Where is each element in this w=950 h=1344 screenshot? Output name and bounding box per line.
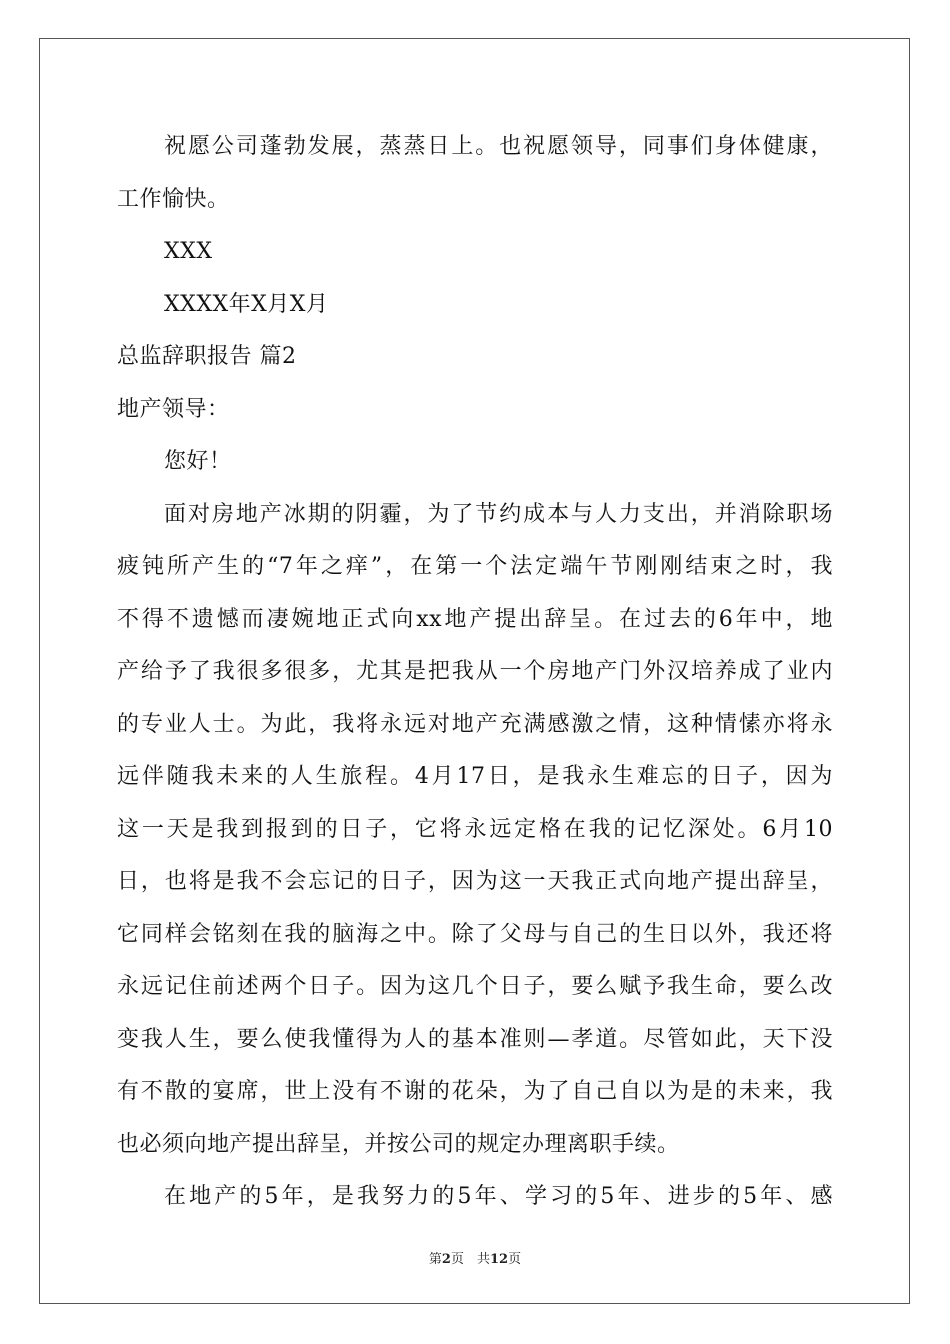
footer-prefix: 第	[428, 1252, 442, 1267]
text-line: 总监辞职报告 篇2	[117, 344, 297, 369]
footer-total-pages: 12	[489, 1252, 509, 1267]
text-line: 产给予了我很多很多，尤其是把我从一个房地产门外汉培养成了业内	[117, 659, 833, 684]
text-line: 这一天是我到报到的日子，它将永远定格在我的记忆深处。6月10	[117, 816, 833, 842]
text-line: 远伴随我未来的人生旅程。4月17日，是我永生难忘的日子，因为	[117, 764, 833, 789]
page-footer	[0, 1248, 950, 1267]
text-line: 在地产的5年，是我努力的5年、学习的5年、进步的5年、感	[164, 1184, 833, 1209]
text-line: 日，也将是我不会忘记的日子，因为这一天我正式向地产提出辞呈，	[117, 869, 833, 894]
footer-mid: 页 共	[450, 1252, 490, 1267]
text-line: 不得不遗憾而凄婉地正式向xx地产提出辞呈。在过去的6年中，地	[117, 606, 833, 632]
text-line: 的专业人士。为此，我将永远对地产充满感激之情，这种情愫亦将永	[117, 711, 833, 737]
text-line: 永远记住前述两个日子。因为这几个日子，要么赋予我生命，要么改	[117, 974, 833, 999]
text-line: 您好！	[164, 449, 232, 474]
text-line: XXXX年X月X月	[164, 291, 329, 317]
text-line: 疲钝所产生的“7年之痒”，在第一个法定端午节刚刚结束之时，我	[117, 554, 833, 579]
text-line: 工作愉快。	[117, 186, 230, 212]
text-line: 面对房地产冰期的阴霾，为了节约成本与人力支出，并消除职场	[164, 501, 833, 527]
footer-current-page: 2	[441, 1252, 451, 1267]
text-line: 也必须向地产提出辞呈，并按公司的规定办理离职手续。	[117, 1131, 680, 1157]
text-line: XXX	[164, 239, 213, 264]
text-line: 祝愿公司蓬勃发展，蒸蒸日上。也祝愿领导，同事们身体健康，	[164, 134, 833, 159]
text-line: 变我人生，要么使我懂得为人的基本准则—孝道。尽管如此，天下没	[117, 1026, 833, 1052]
text-line: 它同样会铭刻在我的脑海之中。除了父母与自己的生日以外，我还将	[117, 921, 833, 947]
document-body	[117, 128, 833, 1231]
text-line: 有不散的宴席，世上没有不谢的花朵，为了自己自以为是的未来，我	[117, 1079, 833, 1104]
text-line: 地产领导：	[117, 396, 230, 422]
footer-suffix: 页	[508, 1252, 522, 1267]
